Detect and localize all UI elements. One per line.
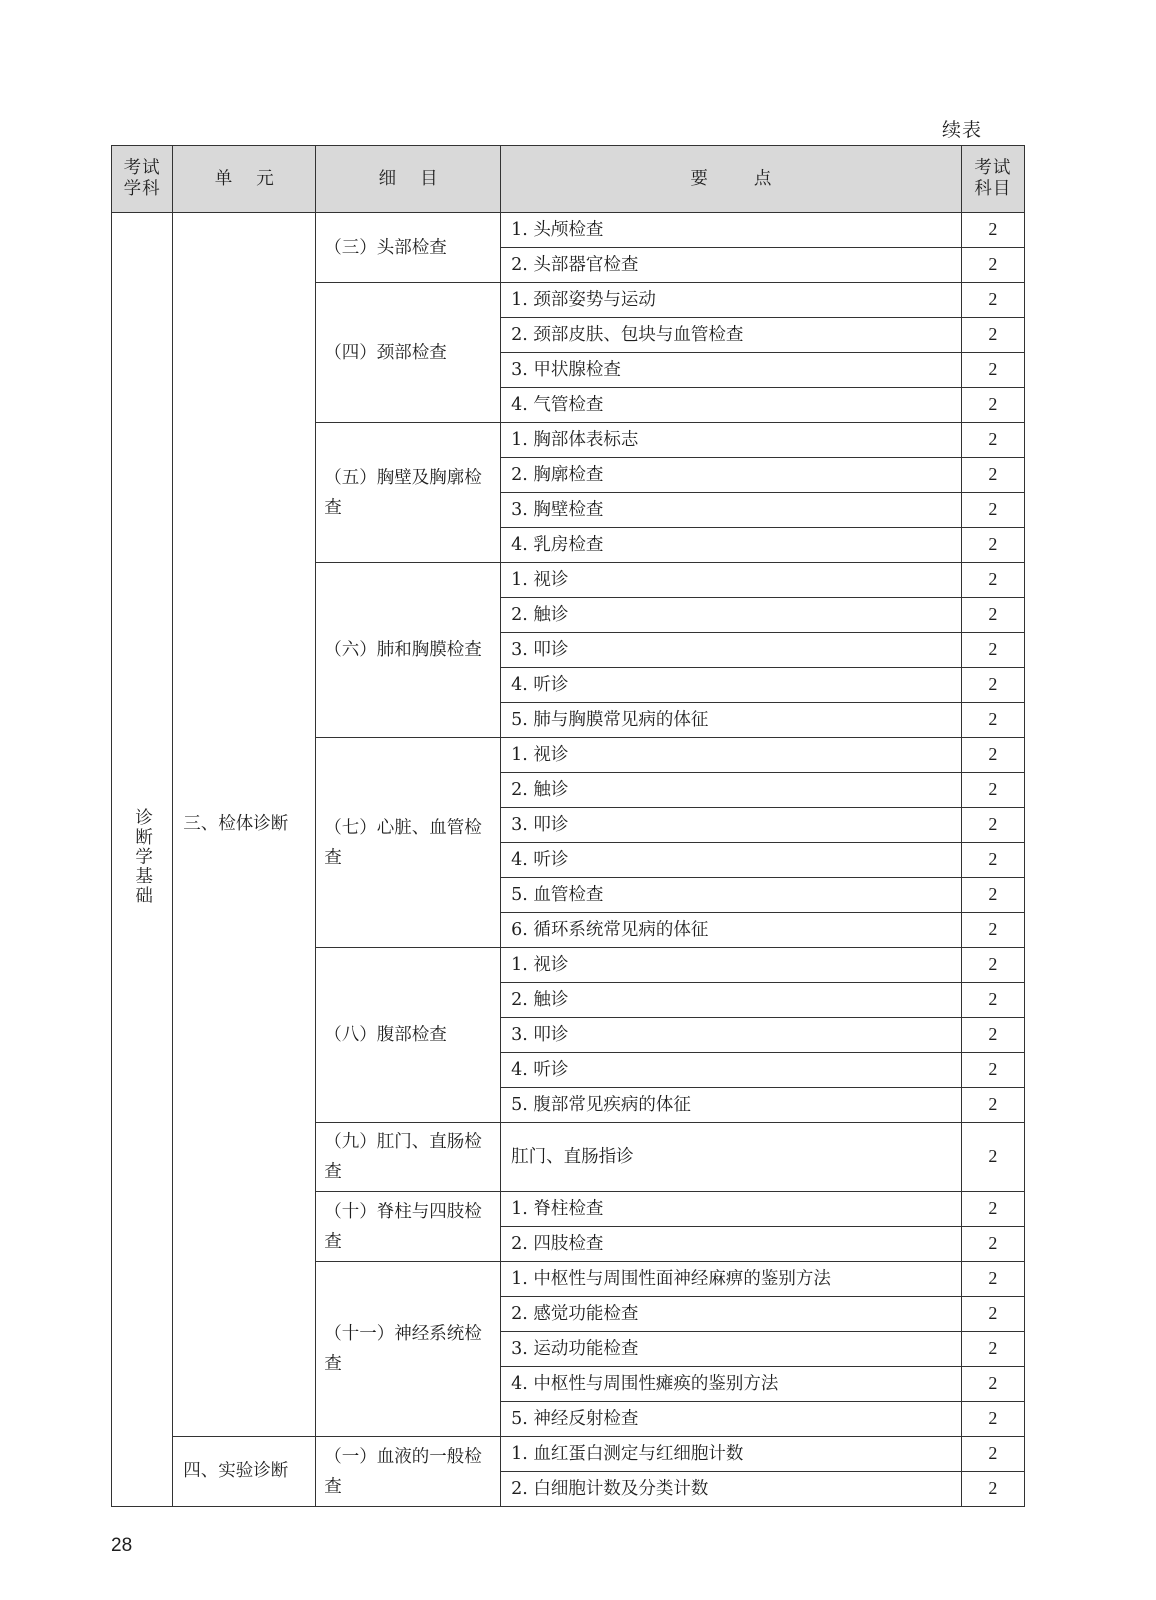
exam-cell: 2 xyxy=(961,738,1024,773)
exam-cell: 2 xyxy=(961,283,1024,318)
exam-cell: 2 xyxy=(961,1053,1024,1088)
exam-cell: 2 xyxy=(961,318,1024,353)
point-cell: 5. 腹部常见疾病的体征 xyxy=(501,1088,962,1123)
header-subject: 考试学科 xyxy=(112,146,173,213)
point-cell: 2. 感觉功能检查 xyxy=(501,1297,962,1332)
point-cell: 5. 肺与胸膜常见病的体征 xyxy=(501,703,962,738)
subject-cell xyxy=(112,213,173,1507)
detail-cell: （三）头部检查 xyxy=(316,213,501,283)
detail-cell: （六）肺和胸膜检查 xyxy=(316,563,501,738)
point-cell: 3. 甲状腺检查 xyxy=(501,353,962,388)
exam-cell: 2 xyxy=(961,458,1024,493)
table-header xyxy=(112,146,1025,213)
exam-cell: 2 xyxy=(961,948,1024,983)
point-cell: 2. 颈部皮肤、包块与血管检查 xyxy=(501,318,962,353)
point-cell: 2. 触诊 xyxy=(501,983,962,1018)
detail-cell: （十一）神经系统检查 xyxy=(316,1262,501,1437)
point-cell: 1. 视诊 xyxy=(501,948,962,983)
point-cell: 肛门、直肠指诊 xyxy=(501,1123,962,1192)
exam-cell: 2 xyxy=(961,1332,1024,1367)
exam-cell: 2 xyxy=(961,808,1024,843)
exam-cell: 2 xyxy=(961,773,1024,808)
table-body xyxy=(112,213,1025,1507)
header-exam: 考试科目 xyxy=(961,146,1024,213)
exam-cell: 2 xyxy=(961,423,1024,458)
exam-cell: 2 xyxy=(961,1262,1024,1297)
point-cell: 2. 触诊 xyxy=(501,773,962,808)
exam-cell: 2 xyxy=(961,1123,1024,1192)
point-cell: 4. 中枢性与周围性瘫痪的鉴别方法 xyxy=(501,1367,962,1402)
exam-cell: 2 xyxy=(961,913,1024,948)
detail-cell: （四）颈部检查 xyxy=(316,283,501,423)
exam-cell: 2 xyxy=(961,983,1024,1018)
exam-cell: 2 xyxy=(961,878,1024,913)
exam-cell: 2 xyxy=(961,703,1024,738)
point-cell: 4. 听诊 xyxy=(501,1053,962,1088)
exam-cell: 2 xyxy=(961,213,1024,248)
exam-cell: 2 xyxy=(961,248,1024,283)
unit-cell: 三、检体诊断 xyxy=(173,213,316,1437)
exam-cell: 2 xyxy=(961,1472,1024,1507)
point-cell: 2. 触诊 xyxy=(501,598,962,633)
exam-cell: 2 xyxy=(961,528,1024,563)
exam-cell: 2 xyxy=(961,1227,1024,1262)
point-cell: 2. 头部器官检查 xyxy=(501,248,962,283)
point-cell: 1. 脊柱检查 xyxy=(501,1192,962,1227)
detail-cell: （十）脊柱与四肢检查 xyxy=(316,1192,501,1262)
point-cell: 4. 听诊 xyxy=(501,843,962,878)
point-cell: 2. 白细胞计数及分类计数 xyxy=(501,1472,962,1507)
point-cell: 2. 四肢检查 xyxy=(501,1227,962,1262)
detail-cell: （九）肛门、直肠检查 xyxy=(316,1123,501,1192)
exam-cell: 2 xyxy=(961,598,1024,633)
point-cell: 6. 循环系统常见病的体征 xyxy=(501,913,962,948)
point-cell: 4. 听诊 xyxy=(501,668,962,703)
header-unit: 单元 xyxy=(173,146,316,213)
point-cell: 3. 叩诊 xyxy=(501,808,962,843)
point-cell: 5. 血管检查 xyxy=(501,878,962,913)
exam-cell: 2 xyxy=(961,1297,1024,1332)
syllabus-table xyxy=(111,145,1025,1507)
point-cell: 1. 胸部体表标志 xyxy=(501,423,962,458)
exam-cell: 2 xyxy=(961,1018,1024,1053)
exam-cell: 2 xyxy=(961,1402,1024,1437)
exam-cell: 2 xyxy=(961,668,1024,703)
detail-cell: （五）胸壁及胸廓检查 xyxy=(316,423,501,563)
point-cell: 1. 中枢性与周围性面神经麻痹的鉴别方法 xyxy=(501,1262,962,1297)
point-cell: 1. 头颅检查 xyxy=(501,213,962,248)
point-cell: 3. 叩诊 xyxy=(501,1018,962,1053)
point-cell: 1. 血红蛋白测定与红细胞计数 xyxy=(501,1437,962,1472)
point-cell: 5. 神经反射检查 xyxy=(501,1402,962,1437)
exam-cell: 2 xyxy=(961,633,1024,668)
table-row xyxy=(112,1437,1025,1472)
point-cell: 4. 气管检查 xyxy=(501,388,962,423)
exam-cell: 2 xyxy=(961,353,1024,388)
detail-cell: （八）腹部检查 xyxy=(316,948,501,1123)
point-cell: 3. 胸壁检查 xyxy=(501,493,962,528)
exam-cell: 2 xyxy=(961,843,1024,878)
point-cell: 2. 胸廓检查 xyxy=(501,458,962,493)
point-cell: 3. 叩诊 xyxy=(501,633,962,668)
exam-cell: 2 xyxy=(961,563,1024,598)
point-cell: 1. 视诊 xyxy=(501,563,962,598)
exam-cell: 2 xyxy=(961,388,1024,423)
exam-cell: 2 xyxy=(961,1088,1024,1123)
header-point: 要点 xyxy=(501,146,962,213)
detail-cell: （七）心脏、血管检查 xyxy=(316,738,501,948)
point-cell: 1. 视诊 xyxy=(501,738,962,773)
unit-cell: 四、实验诊断 xyxy=(173,1437,316,1507)
exam-cell: 2 xyxy=(961,1437,1024,1472)
exam-cell: 2 xyxy=(961,1367,1024,1402)
subject-label: 诊断学基础 xyxy=(132,807,153,906)
table-row xyxy=(112,213,1025,248)
page-number: 28 xyxy=(111,1535,133,1556)
point-cell: 1. 颈部姿势与运动 xyxy=(501,283,962,318)
header-detail: 细目 xyxy=(316,146,501,213)
exam-cell: 2 xyxy=(961,493,1024,528)
exam-cell: 2 xyxy=(961,1192,1024,1227)
point-cell: 4. 乳房检查 xyxy=(501,528,962,563)
continued-label: 续表 xyxy=(942,119,983,141)
point-cell: 3. 运动功能检查 xyxy=(501,1332,962,1367)
detail-cell: （一）血液的一般检查 xyxy=(316,1437,501,1507)
